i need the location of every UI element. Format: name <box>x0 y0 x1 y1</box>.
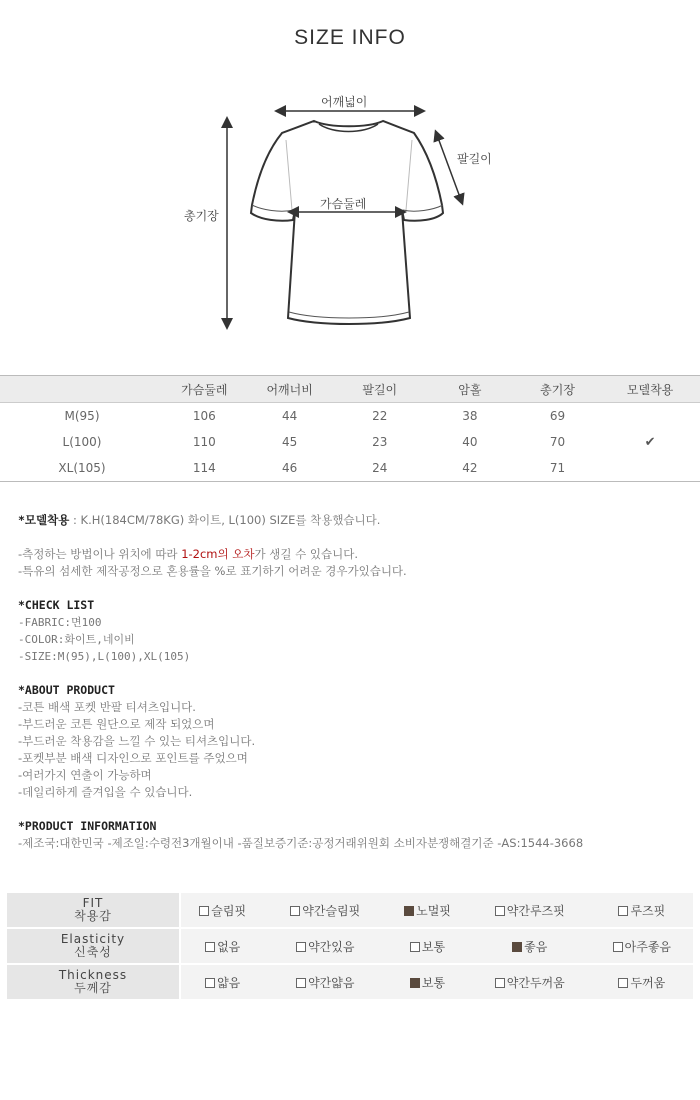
model-text: : K.H(184CM/78KG) 화이트, L(100) SIZE를 착용했습니다. <box>69 513 381 527</box>
fit-option <box>180 928 264 964</box>
list-item: -COLOR:화이트,네이비 <box>18 633 135 646</box>
product-notes <box>18 512 688 852</box>
list-item: -데일리하게 즐겨입을 수 있습니다. <box>18 785 193 799</box>
checkbox-icon <box>410 942 420 952</box>
fit-option <box>591 964 693 1000</box>
model-heading: *모델착용 <box>18 513 70 527</box>
fit-option <box>591 928 693 964</box>
list-item: -FABRIC:면100 <box>18 616 102 629</box>
fit-option <box>386 893 469 928</box>
size-cell: L(100) <box>62 435 102 449</box>
checkbox-icon <box>290 906 300 916</box>
table-cell: 69 <box>549 409 566 423</box>
table-cell: 22 <box>372 409 388 423</box>
product-info-heading: *PRODUCT INFORMATION <box>18 819 157 833</box>
fit-option-label: 좋음 <box>524 939 548 954</box>
fit-option-label: 얇음 <box>217 975 241 990</box>
table-cell: 44 <box>282 409 298 423</box>
list-item: -SIZE:M(95),L(100),XL(105) <box>18 650 191 663</box>
page-title: SIZE INFO <box>294 26 406 49</box>
checkbox-icon <box>199 906 209 916</box>
table-cell: 40 <box>462 435 478 449</box>
table-cell: 70 <box>549 435 566 449</box>
fit-option <box>180 893 264 928</box>
length-label: 총기장 <box>184 209 219 223</box>
fit-option-label: 약간루즈핏 <box>506 903 565 918</box>
list-item: -포켓부분 배색 디자인으로 포인트를 주었으며 <box>18 751 248 765</box>
fit-option <box>591 893 693 928</box>
fit-option-label: 약간슬림핏 <box>302 903 361 918</box>
fit-row <box>7 964 693 1000</box>
fit-option <box>264 928 386 964</box>
checkbox-icon <box>296 942 306 952</box>
fit-option-label: 약간얇음 <box>308 975 355 990</box>
fit-option <box>469 928 591 964</box>
fit-option-label: 두꺼움 <box>630 975 666 990</box>
fit-option <box>180 964 264 1000</box>
header-cell: 어깨너비 <box>245 376 335 403</box>
fit-row <box>7 893 693 928</box>
shoulder-label: 어깨넓이 <box>321 95 368 109</box>
fit-label-en: FIT <box>82 896 104 910</box>
sleeve-label: 팔길이 <box>457 152 492 166</box>
fit-row-label <box>7 928 180 964</box>
fit-option-label: 보통 <box>421 939 446 954</box>
model-cell <box>600 455 700 482</box>
fit-label-ko: 신축성 <box>74 945 112 959</box>
fit-option-label: 슬림핏 <box>211 903 247 918</box>
header-cell: 모델착용 <box>600 376 700 403</box>
measure-text-pre: -측정하는 방법이나 위치에 따라 <box>18 547 182 561</box>
checkmark-icon: ✔ <box>644 434 656 450</box>
model-cell <box>600 403 700 430</box>
fit-row-label <box>7 893 180 928</box>
table-cell: 42 <box>425 455 515 482</box>
fit-row <box>7 928 693 964</box>
table-row <box>0 429 700 455</box>
fit-option <box>469 964 591 1000</box>
table-cell: 24 <box>335 455 425 482</box>
fit-option <box>264 964 386 1000</box>
table-cell: 23 <box>372 435 388 449</box>
measure-text-post: 가 생길 수 있습니다. <box>254 547 358 561</box>
checkbox-icon <box>495 978 505 988</box>
fit-option-label: 아주좋음 <box>624 939 672 954</box>
checkbox-icon <box>495 906 505 916</box>
table-cell: 45 <box>282 435 298 449</box>
table-cell: 38 <box>462 409 478 423</box>
checkbox-icon <box>618 906 628 916</box>
fit-option-label: 노멀핏 <box>416 903 451 918</box>
list-item: -부드러운 코튼 원단으로 제작 되었으며 <box>18 717 215 731</box>
header-cell <box>0 376 164 403</box>
fit-option <box>469 893 591 928</box>
fit-label-en: Thickness <box>58 968 128 982</box>
check-list-heading: *CHECK LIST <box>18 598 95 612</box>
checkbox-icon <box>296 978 306 988</box>
table-cell: 106 <box>192 409 216 423</box>
table-cell: 71 <box>515 455 600 482</box>
fit-label-en: Elasticity <box>60 932 126 946</box>
table-cell: 114 <box>164 455 245 482</box>
checkbox-icon <box>205 978 215 988</box>
fit-option-label: 없음 <box>217 939 241 954</box>
table-row <box>0 455 700 482</box>
measure-note <box>18 546 688 563</box>
product-info-text: -제조국:대한민국 -제조일:수령전3개월이내 -품질보증기준:공정거래위원회 소비자분쟁해결기준 -AS:1544-3668 <box>18 836 584 850</box>
list-item: -부드러운 착용감을 느낄 수 있는 티셔츠입니다. <box>18 734 256 748</box>
table-cell: 46 <box>245 455 335 482</box>
fit-option <box>264 893 386 928</box>
size-cell: M(95) <box>64 409 100 423</box>
list-item: -코튼 배색 포켓 반팔 티셔츠입니다. <box>18 700 196 714</box>
fit-option-label: 약간있음 <box>308 939 355 954</box>
tshirt-diagram <box>0 80 700 340</box>
about-product-heading: *ABOUT PRODUCT <box>18 683 115 697</box>
checked-box-icon <box>404 906 414 916</box>
model-note <box>18 512 688 529</box>
checked-box-icon <box>410 978 420 988</box>
header-cell: 가슴둘레 <box>164 376 245 403</box>
measure-text-red: 1-2cm의 오차 <box>181 547 255 561</box>
checked-box-icon <box>512 942 522 952</box>
table-cell: 110 <box>192 435 216 449</box>
list-item: -여러가지 연출이 가능하며 <box>18 768 152 782</box>
fit-option <box>386 928 469 964</box>
table-row <box>0 403 700 430</box>
checkbox-icon <box>205 942 215 952</box>
size-table <box>0 375 700 482</box>
fit-option <box>386 964 469 1000</box>
fabric-note: -특유의 섬세한 제작공정으로 혼용률을 %로 표기하기 어려운 경우가있습니다. <box>18 564 407 578</box>
fit-option-label: 루즈핏 <box>630 903 666 918</box>
header-cell: 총기장 <box>515 376 600 403</box>
header-cell: 팔길이 <box>335 376 425 403</box>
fit-label-ko: 착용감 <box>74 909 112 923</box>
header-cell: 암홀 <box>425 376 515 403</box>
size-table-header <box>0 376 700 403</box>
fit-table <box>7 893 693 1001</box>
fit-row-label <box>7 964 180 1000</box>
fit-option-label: 약간두꺼움 <box>506 975 565 990</box>
checkbox-icon <box>618 978 628 988</box>
fit-option-label: 보통 <box>421 975 446 990</box>
fit-label-ko: 두께감 <box>74 981 112 995</box>
chest-label: 가슴둘레 <box>320 197 367 211</box>
size-cell: XL(105) <box>0 455 164 482</box>
checkbox-icon <box>613 942 623 952</box>
